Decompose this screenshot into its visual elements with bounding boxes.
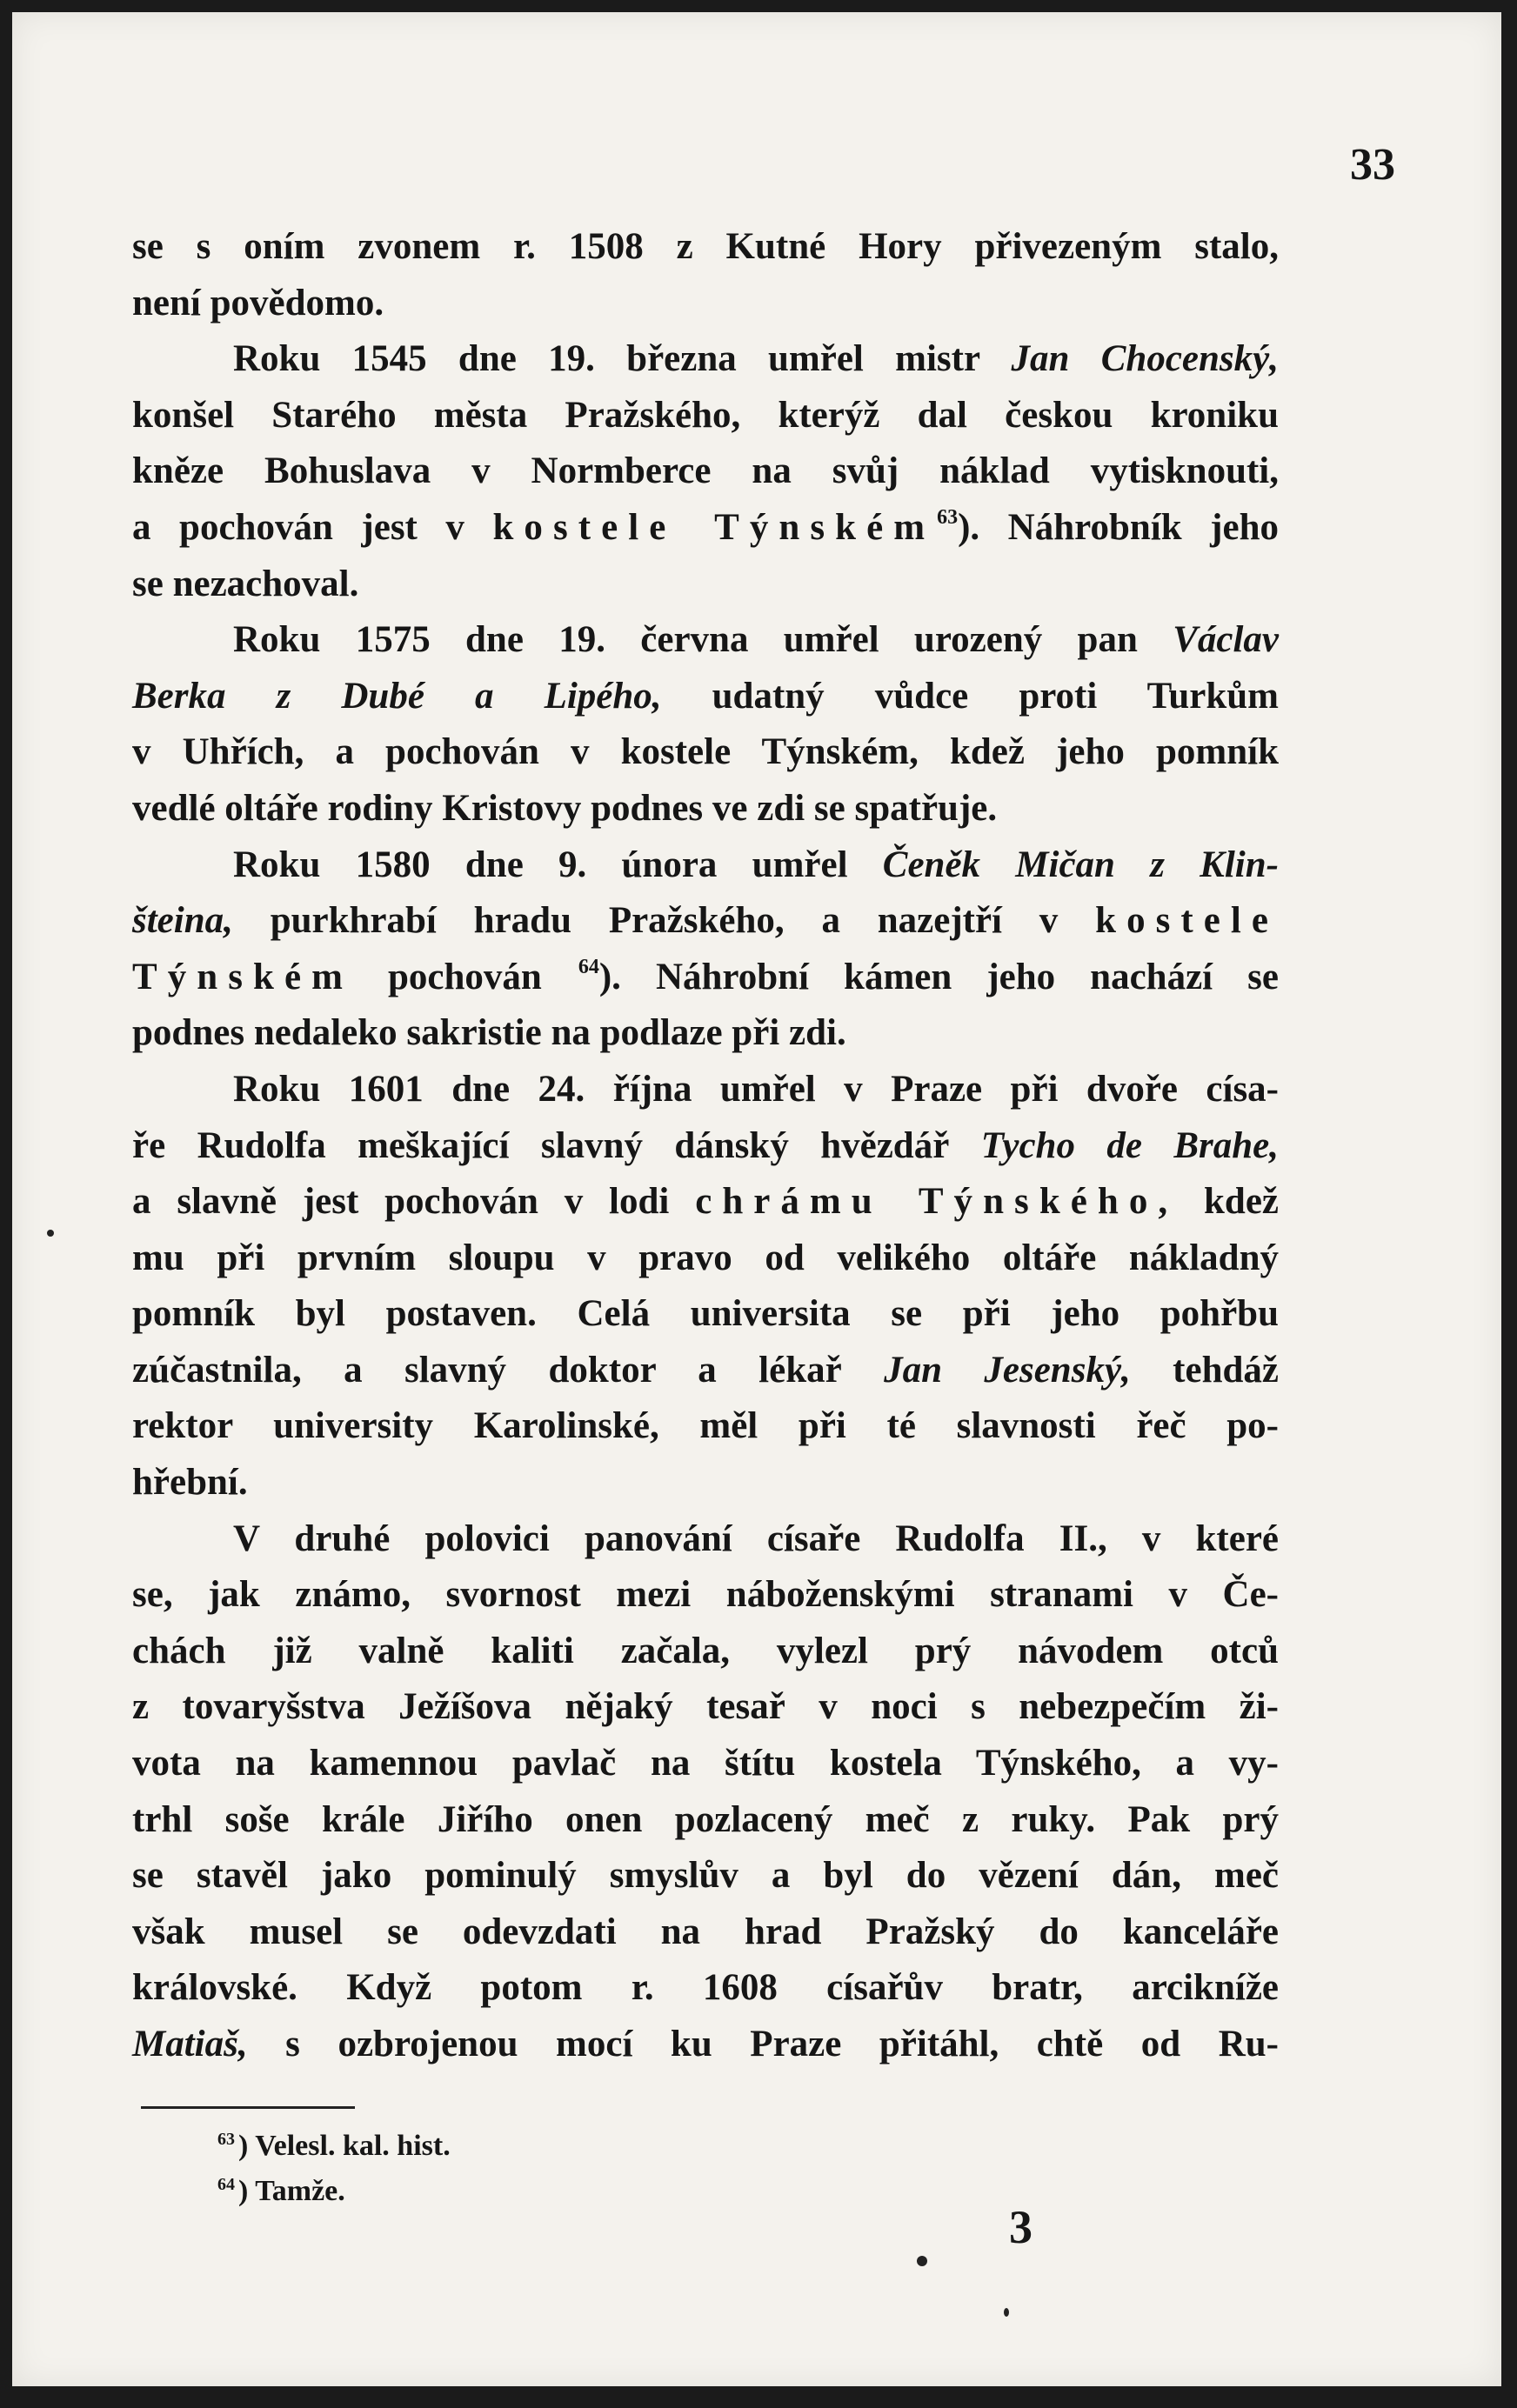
text-line: Roku 1545 dne 19. března umřel mistr Jan Chocenský, — [233, 338, 1279, 380]
text-line: a pochován jest v kostele Týnském$^{63}$). Náhrobník jeho — [132, 505, 1279, 548]
text-line: hřební. — [132, 1462, 248, 1504]
person-name: šteina, — [132, 900, 233, 942]
book-page — [12, 12, 1501, 2386]
person-name: Čeněk Mičan z Klin- — [882, 844, 1279, 885]
text-line: zúčastnila, a slavný doktor a lékař Jan Jesenský, tehdáž — [132, 1349, 1280, 1391]
text-line: Roku 1580 dne 9. února umřel Čeněk Mičan z Klin- — [233, 844, 1279, 885]
text-line: se nezachoval. — [132, 563, 359, 604]
footnotes — [217, 2124, 451, 2214]
ink-speck — [1004, 2308, 1009, 2317]
text-line: Týnském pochován $^{64}$). Náhrobní kámen jeho nachází se — [132, 955, 1279, 997]
text-line: však musel se odevzdati na hrad Pražský do kanceláře — [132, 1911, 1279, 1952]
text-line: královské. Když potom r. 1608 císařův bratr, arcikníže — [132, 1967, 1279, 2009]
footnote: $^{63}$ ) Velesl. kal. hist. — [217, 2130, 451, 2162]
footnote-ref: 63 — [937, 505, 959, 529]
text-line: vedlé oltáře rodiny Kristovy podnes ve zdi se spatřuje. — [132, 787, 998, 829]
person-name: Berka z Dubé a Lipého, — [132, 675, 662, 717]
text-line: Roku 1575 dne 19. června umřel urozený pan Václav — [233, 619, 1279, 661]
footnote-ref: 64 — [578, 955, 599, 978]
ink-speck — [917, 2256, 927, 2266]
footnote-number: 63 — [217, 2130, 235, 2149]
text-line: v Uhřích, a pochován v kostele Týnském, kdež jeho pomník — [132, 731, 1279, 773]
spaced-emphasis: chrámu Týnského, — [695, 1181, 1179, 1223]
text-line: podnes nedaleko sakristie na podlaze při zdi. — [132, 1012, 846, 1054]
footnote: $^{64}$ ) Tamže. — [217, 2175, 345, 2207]
person-name: Václav — [1173, 619, 1279, 661]
person-name: Tycho de Brahe, — [980, 1124, 1279, 1166]
text-line: a slavně jest pochován v lodi chrámu Týnského, kdež — [132, 1181, 1280, 1223]
text-line: se s oním zvonem r. 1508 z Kutné Hory přivezeným stalo, — [132, 226, 1279, 267]
text-line: z tovaryšstva Ježíšova nějaký tesař v noci s nebezpečím ži- — [132, 1686, 1279, 1728]
body-text — [132, 219, 1279, 2073]
text-line: šteina, purkhrabí hradu Pražského, a nazejtří v kostele — [132, 900, 1279, 942]
page-number: 33 — [1350, 140, 1395, 190]
text-line: konšel Starého města Pražského, kterýž dal českou kroniku — [132, 394, 1279, 436]
text-line: rektor university Karolinské, měl při té slavnosti řeč po- — [132, 1405, 1279, 1447]
text-line: kněze Bohuslava v Normberce na svůj náklad vytisknouti, — [132, 450, 1279, 492]
text-line: ře Rudolfa meškající slavný dánský hvězdář Tycho de Brahe, — [132, 1124, 1279, 1166]
spaced-emphasis: kostele — [1095, 900, 1279, 942]
text-line: Matiaš, s ozbrojenou mocí ku Praze přitáhl, chtě od Ru- — [132, 2024, 1279, 2064]
text-line: chách již valně kaliti začala, vylezl prý návodem otců — [132, 1630, 1279, 1671]
ink-speck — [47, 1230, 54, 1237]
footnote-number: 64 — [217, 2175, 235, 2194]
footnote-divider — [141, 2106, 355, 2109]
person-name: Jan Chocenský, — [1011, 338, 1279, 380]
text-line: Roku 1601 dne 24. října umřel v Praze při dvoře císa- — [233, 1068, 1279, 1110]
text-line: není povědomo. — [132, 282, 384, 324]
spaced-emphasis: kostele Týnském — [492, 506, 936, 548]
person-name: Jan Jesenský, — [884, 1349, 1131, 1391]
text-line: Berka z Dubé a Lipého, udatný vůdce proti Turkům — [132, 675, 1279, 717]
text-line: vota na kamennou pavlač na štítu kostela Týnského, a vy- — [132, 1743, 1279, 1784]
person-name: Matiaš, — [132, 2024, 248, 2064]
text-line: V druhé polovici panování císaře Rudolfa II., v které — [233, 1518, 1279, 1559]
signature-mark: 3 — [1009, 2201, 1032, 2253]
text-line: se stavěl jako pominulý smyslův a byl do vězení dán, meč — [132, 1855, 1279, 1897]
text-line: se, jak známo, svornost mezi náboženskými stranami v Če- — [132, 1574, 1279, 1616]
spaced-emphasis: Týnském — [132, 956, 353, 997]
text-line: pomník byl postaven. Celá universita se při jeho pohřbu — [132, 1293, 1279, 1335]
text-line: trhl soše krále Jiřího onen pozlacený meč z ruky. Pak prý — [132, 1798, 1279, 1840]
text-line: mu při prvním sloupu v pravo od velikého oltáře nákladný — [132, 1237, 1279, 1278]
